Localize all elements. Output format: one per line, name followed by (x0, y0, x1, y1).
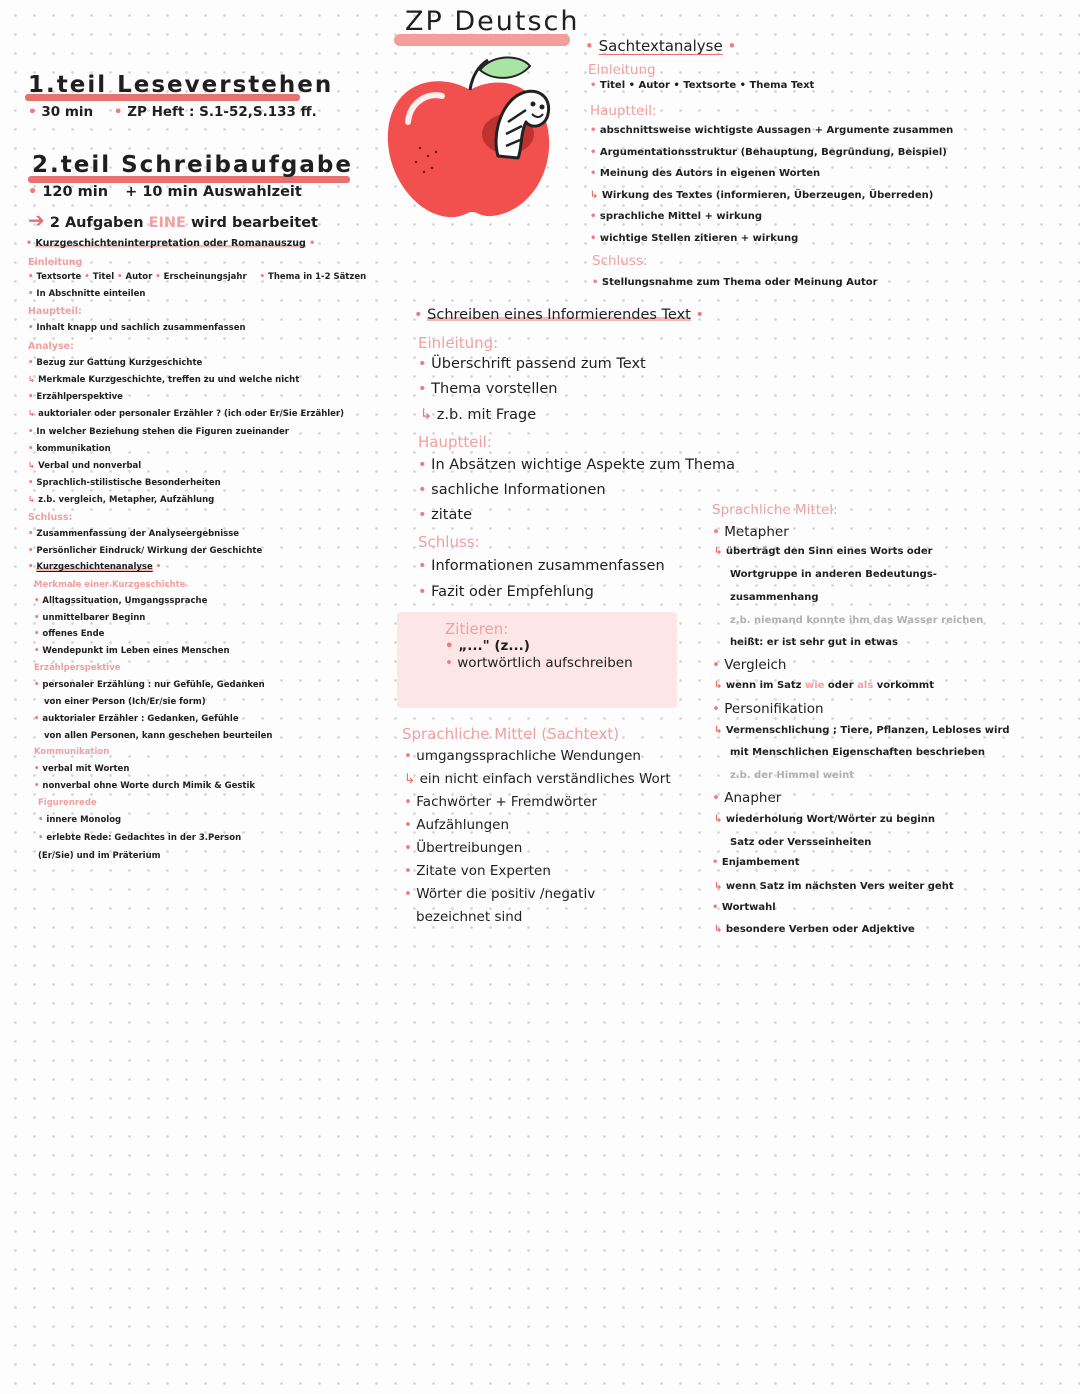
kurz-m1: • Alltagssituation, Umgangssprache (34, 596, 208, 606)
sm-v1: ↳ wenn im Satz wie oder als vorkommt (714, 680, 934, 691)
sm-w1: ↳ besondere Verben oder Adjektive (714, 924, 915, 935)
info-h1: • In Absätzen wichtige Aspekte zum Thema (418, 457, 736, 473)
kurz-s2: • Persönlicher Eindruck/ Wirkung der Geschichte (28, 546, 263, 556)
sm-m5: heißt: er ist sehr gut in etwas (730, 637, 898, 648)
sach-hauptteil: Hauptteil: (590, 103, 657, 119)
info-schluss: Schluss: (418, 533, 480, 551)
kurz-m4: • Wendepunkt im Leben eines Menschen (34, 646, 230, 656)
info-s1: • Informationen zusammenfassen (418, 558, 665, 574)
kurz-merkmale: Merkmale einer Kurzgeschichte (34, 580, 186, 590)
smsach-r8: bezeichnet sind (416, 909, 523, 925)
sach-h3: • Meinung des Autors in eigenen Worten (590, 168, 821, 179)
smsach-r1: • umgangssprachliche Wendungen (404, 748, 641, 764)
kurz-einleitung: Einleitung (28, 257, 83, 268)
smsach-r2: ↳ ein nicht einfach verständliches Wort (404, 771, 671, 787)
kurz-kom: Kommunikation (34, 747, 110, 757)
info-header: • Schreiben eines Informierendes Text • (414, 307, 705, 323)
sm-m4: z.b. niemand konnte ihm das Wasser reichen (730, 615, 984, 626)
zitieren-z1: • „..." (z...) (445, 638, 530, 654)
sach-h1: • abschnittsweise wichtigste Aussagen + Argumente zusammen (590, 125, 954, 136)
kurz-f2: • erlebte Rede: Gedachtes in der 3.Person (38, 833, 242, 843)
kurz-an8: • Sprachlich-stilistische Besonderheiten (28, 478, 221, 488)
sm-wortwahl: • Wortwahl (712, 902, 776, 913)
kurz-e3: • auktorialer Erzähler : Gedanken, Gefühle (34, 714, 239, 724)
smsach-r5: • Übertreibungen (404, 840, 523, 856)
info-einleitung: Einleitung: (418, 334, 499, 352)
sach-h4: ↳ Wirkung des Textes (informieren, Überzeugen, Überreden) (590, 190, 934, 201)
sm-enjambement: • Enjambement (712, 857, 800, 868)
teil1-row: • 30 min • ZP Heft : S.1-52,S.133 ff. (28, 104, 317, 120)
teil2-heading: 2.teil Schreibaufgabe (32, 152, 353, 178)
info-s2: • Fazit oder Empfehlung (418, 584, 594, 600)
teil1-heading: 1.teil Leseverstehen (28, 72, 334, 98)
kurz-an1: • Bezug zur Gattung Kurzgeschichte (28, 358, 203, 368)
sach-ein-row: • Titel • Autor • Textsorte • Thema Text (590, 80, 815, 91)
sm-m1: ↳ überträgt den Sinn eines Worts oder (714, 546, 933, 557)
sach-header: • Sachtextanalyse • (585, 37, 737, 55)
kurz-k1: • verbal mit Worten (34, 764, 130, 774)
kurz-an9: ↳ z.b. vergleich, Metapher, Aufzählung (28, 495, 215, 505)
info-h3: • zitate (418, 507, 472, 523)
kurz-an6: • kommunikation (28, 444, 111, 454)
page-title: ZP Deutsch (405, 6, 580, 37)
info-hauptteil: Hauptteil: (418, 433, 492, 451)
teil2-aufgaben: ➔ 2 Aufgaben EINE wird bearbeitet (28, 208, 318, 232)
kurz-haupt-row: • Inhalt knapp und sachlich zusammenfassen (28, 323, 246, 333)
kurz-an2: ↳ Merkmale Kurzgeschichte, treffen zu und welche nicht (28, 375, 300, 385)
kurz-schluss: Schluss: (28, 512, 73, 523)
sm-p1: ↳ Vermenschlichung ; Tiere, Pflanzen, Lebloses wird (714, 725, 1010, 736)
sm-metapher: • Metapher (712, 524, 789, 540)
kurz-s1: • Zusammenfassung der Analyseergebnisse (28, 529, 240, 539)
kurz-k2: • nonverbal ohne Worte durch Mimik & Gestik (34, 781, 256, 791)
zitieren-z2: • wortwörtlich aufschreiben (445, 655, 633, 671)
kurz-m2: • unmittelbarer Beginn (34, 613, 146, 623)
info-h2: • sachliche Informationen (418, 482, 606, 498)
sm-p2: mit Menschlichen Eigenschaften beschrieben (730, 747, 985, 758)
sm-personifikation: • Personifikation (712, 701, 824, 717)
kurz-f3: (Er/Sie) und im Präterium (38, 851, 161, 861)
teil2-time: • 120 min + 10 min Auswahlzeit (28, 184, 302, 200)
kurz-e4: von allen Personen, kann geschehen beurteilen (44, 731, 273, 741)
info-e2: • Thema vorstellen (418, 381, 558, 397)
smsach-r4: • Aufzählungen (404, 817, 510, 833)
sm-p3: z.b. der Himmel weint (730, 770, 855, 781)
kurz-analyse: Analyse: (28, 341, 74, 352)
sm-a1: ↳ wiederholung Wort/Wörter zu beginn (714, 814, 936, 825)
sach-einleitung: Einleitung (588, 62, 656, 78)
sm-vergleich: • Vergleich (712, 657, 787, 673)
sach-h2: • Argumentationsstruktur (Behauptung, Begründung, Beispiel) (590, 147, 947, 158)
smsach-header: Sprachliche Mittel (Sachtext) (402, 725, 620, 743)
kurz-ein-row1: • Textsorte • Titel • Autor • Erscheinungsjahr • Thema in 1-2 Sätzen (28, 272, 367, 282)
sm-a2: Satz oder Versseinheiten (730, 837, 872, 848)
smsach-r3: • Fachwörter + Fremdwörter (404, 794, 597, 810)
kurz-header: • Kurzgeschichteninterpretation oder Romanauszug • (26, 238, 316, 249)
kurz-e1: • personaler Erzählung : nur Gefühle, Gedanken (34, 680, 265, 690)
kurz-f1: • innere Monolog (38, 815, 122, 825)
kurz-fig: Figurenrede (38, 798, 97, 808)
sm-anapher: • Anapher (712, 790, 782, 806)
sm-en1: ↳ wenn Satz im nächsten Vers weiter geht (714, 881, 954, 892)
kurz-m3: • offenes Ende (34, 629, 105, 639)
kurz-an5: • In welcher Beziehung stehen die Figuren zueinander (28, 427, 289, 437)
info-e1: • Überschrift passend zum Text (418, 356, 646, 372)
sach-s1: • Stellungsnahme zum Thema oder Meinung Autor (592, 277, 878, 288)
kurz-e2: von einer Person (Ich/Er/sie form) (44, 697, 206, 707)
kurz-s3: • Kurzgeschichtenanalyse • (28, 562, 162, 572)
info-e3: ↳ z.b. mit Frage (420, 407, 537, 423)
smsach-r7: • Wörter die positiv /negativ (404, 886, 596, 902)
kurz-hauptteil: Hauptteil: (28, 306, 82, 317)
kurz-erz: Erzählperspektive (34, 663, 121, 673)
kurz-an3: • Erzählperspektive (28, 392, 123, 402)
sm-m3: zusammenhang (730, 592, 819, 603)
sach-h5: • sprachliche Mittel + wirkung (590, 211, 763, 222)
sach-schluss: Schluss: (592, 253, 648, 269)
smsach-r6: • Zitate von Experten (404, 863, 551, 879)
kurz-an4: ↳ auktorialer oder personaler Erzähler ? (ich oder Er/Sie Erzähler) (28, 409, 344, 419)
sach-h6: • wichtige Stellen zitieren + wirkung (590, 233, 799, 244)
kurz-an7: ↳ Verbal und nonverbal (28, 461, 142, 471)
apple-worm-illustration (380, 52, 560, 227)
sm-header: Sprachliche Mittel: (712, 502, 838, 518)
arrow-right-icon: ➔ (28, 208, 45, 232)
kurz-ein-row2: • In Abschnitte einteilen (28, 289, 146, 299)
sm-m2: Wortgruppe in anderen Bedeutungs- (730, 569, 937, 580)
zitieren-title: Zitieren: (445, 620, 509, 638)
